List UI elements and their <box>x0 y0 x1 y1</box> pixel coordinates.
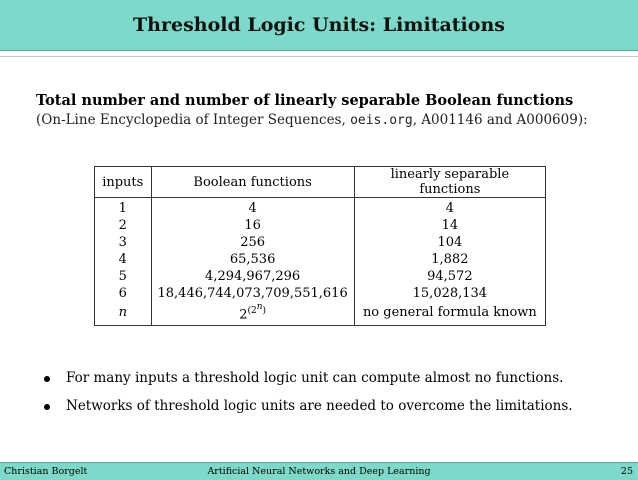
cell-separable-general: no general formula known <box>354 302 545 325</box>
table-row <box>95 198 545 218</box>
cell-boolean-formula <box>151 302 354 325</box>
formula-exponent <box>247 302 267 316</box>
table-row-general <box>95 302 545 325</box>
table-row <box>95 217 545 234</box>
list-item <box>42 370 573 398</box>
cell-boolean: 4 <box>151 198 354 218</box>
title-divider <box>0 56 638 57</box>
header-separable-functions: linearly separable functions <box>354 167 545 198</box>
slide-title-bar <box>0 0 638 51</box>
bullet-text: Networks of threshold logic units are needed to overcome the limitations. <box>66 398 573 414</box>
cell-separable: 4 <box>354 198 545 218</box>
cell-separable: 104 <box>354 234 545 251</box>
formula-base: 2 <box>239 307 248 323</box>
footer-page-number: 25 <box>620 466 633 477</box>
bullet-text: For many inputs a threshold logic unit can compute almost no functions. <box>66 370 564 386</box>
table-header-row <box>95 167 545 198</box>
cell-separable: 15,028,134 <box>354 285 545 302</box>
slide-footer <box>0 462 638 480</box>
footer-author: Christian Borgelt <box>4 466 88 477</box>
formula-exponent-close: ) <box>262 306 267 316</box>
subheading-prefix: (On-Line Encyclopedia of Integer Sequences, <box>36 112 351 128</box>
cell-inputs-n: n <box>118 304 127 320</box>
cell-inputs: 4 <box>118 252 127 267</box>
table-row <box>95 251 545 268</box>
cell-boolean: 16 <box>151 217 354 234</box>
cell-separable: 1,882 <box>354 251 545 268</box>
slide-title: Threshold Logic Units: Limitations <box>133 14 505 36</box>
bullet-icon <box>44 376 50 382</box>
oeis-link[interactable]: oeis.org <box>350 113 413 128</box>
cell-boolean: 256 <box>151 234 354 251</box>
functions-table <box>94 166 546 326</box>
cell-inputs: 5 <box>118 269 127 284</box>
cell-inputs: 1 <box>118 201 127 216</box>
cell-separable: 94,572 <box>354 268 545 285</box>
section-subheading <box>36 112 588 128</box>
cell-inputs: 6 <box>118 286 127 301</box>
footer-course: Artificial Neural Networks and Deep Learning <box>207 466 431 477</box>
header-inputs: inputs <box>102 174 144 190</box>
subheading-suffix: , A001146 and A000609): <box>412 112 588 128</box>
header-boolean-functions: Boolean functions <box>151 167 354 198</box>
cell-separable: 14 <box>354 217 545 234</box>
cell-boolean: 4,294,967,296 <box>151 268 354 285</box>
bullet-list <box>42 370 573 426</box>
list-item <box>42 398 573 426</box>
cell-inputs: 2 <box>118 218 127 233</box>
table-row <box>95 285 545 302</box>
cell-boolean: 18,446,744,073,709,551,616 <box>151 285 354 302</box>
bullet-icon <box>44 404 50 410</box>
table-row <box>95 234 545 251</box>
section-heading: Total number and number of linearly separable Boolean functions <box>36 92 574 109</box>
formula-exponent-base: (2 <box>247 306 257 316</box>
cell-inputs: 3 <box>118 235 127 250</box>
formula-exponent-n: n <box>256 302 263 312</box>
cell-boolean: 65,536 <box>151 251 354 268</box>
table-row <box>95 268 545 285</box>
